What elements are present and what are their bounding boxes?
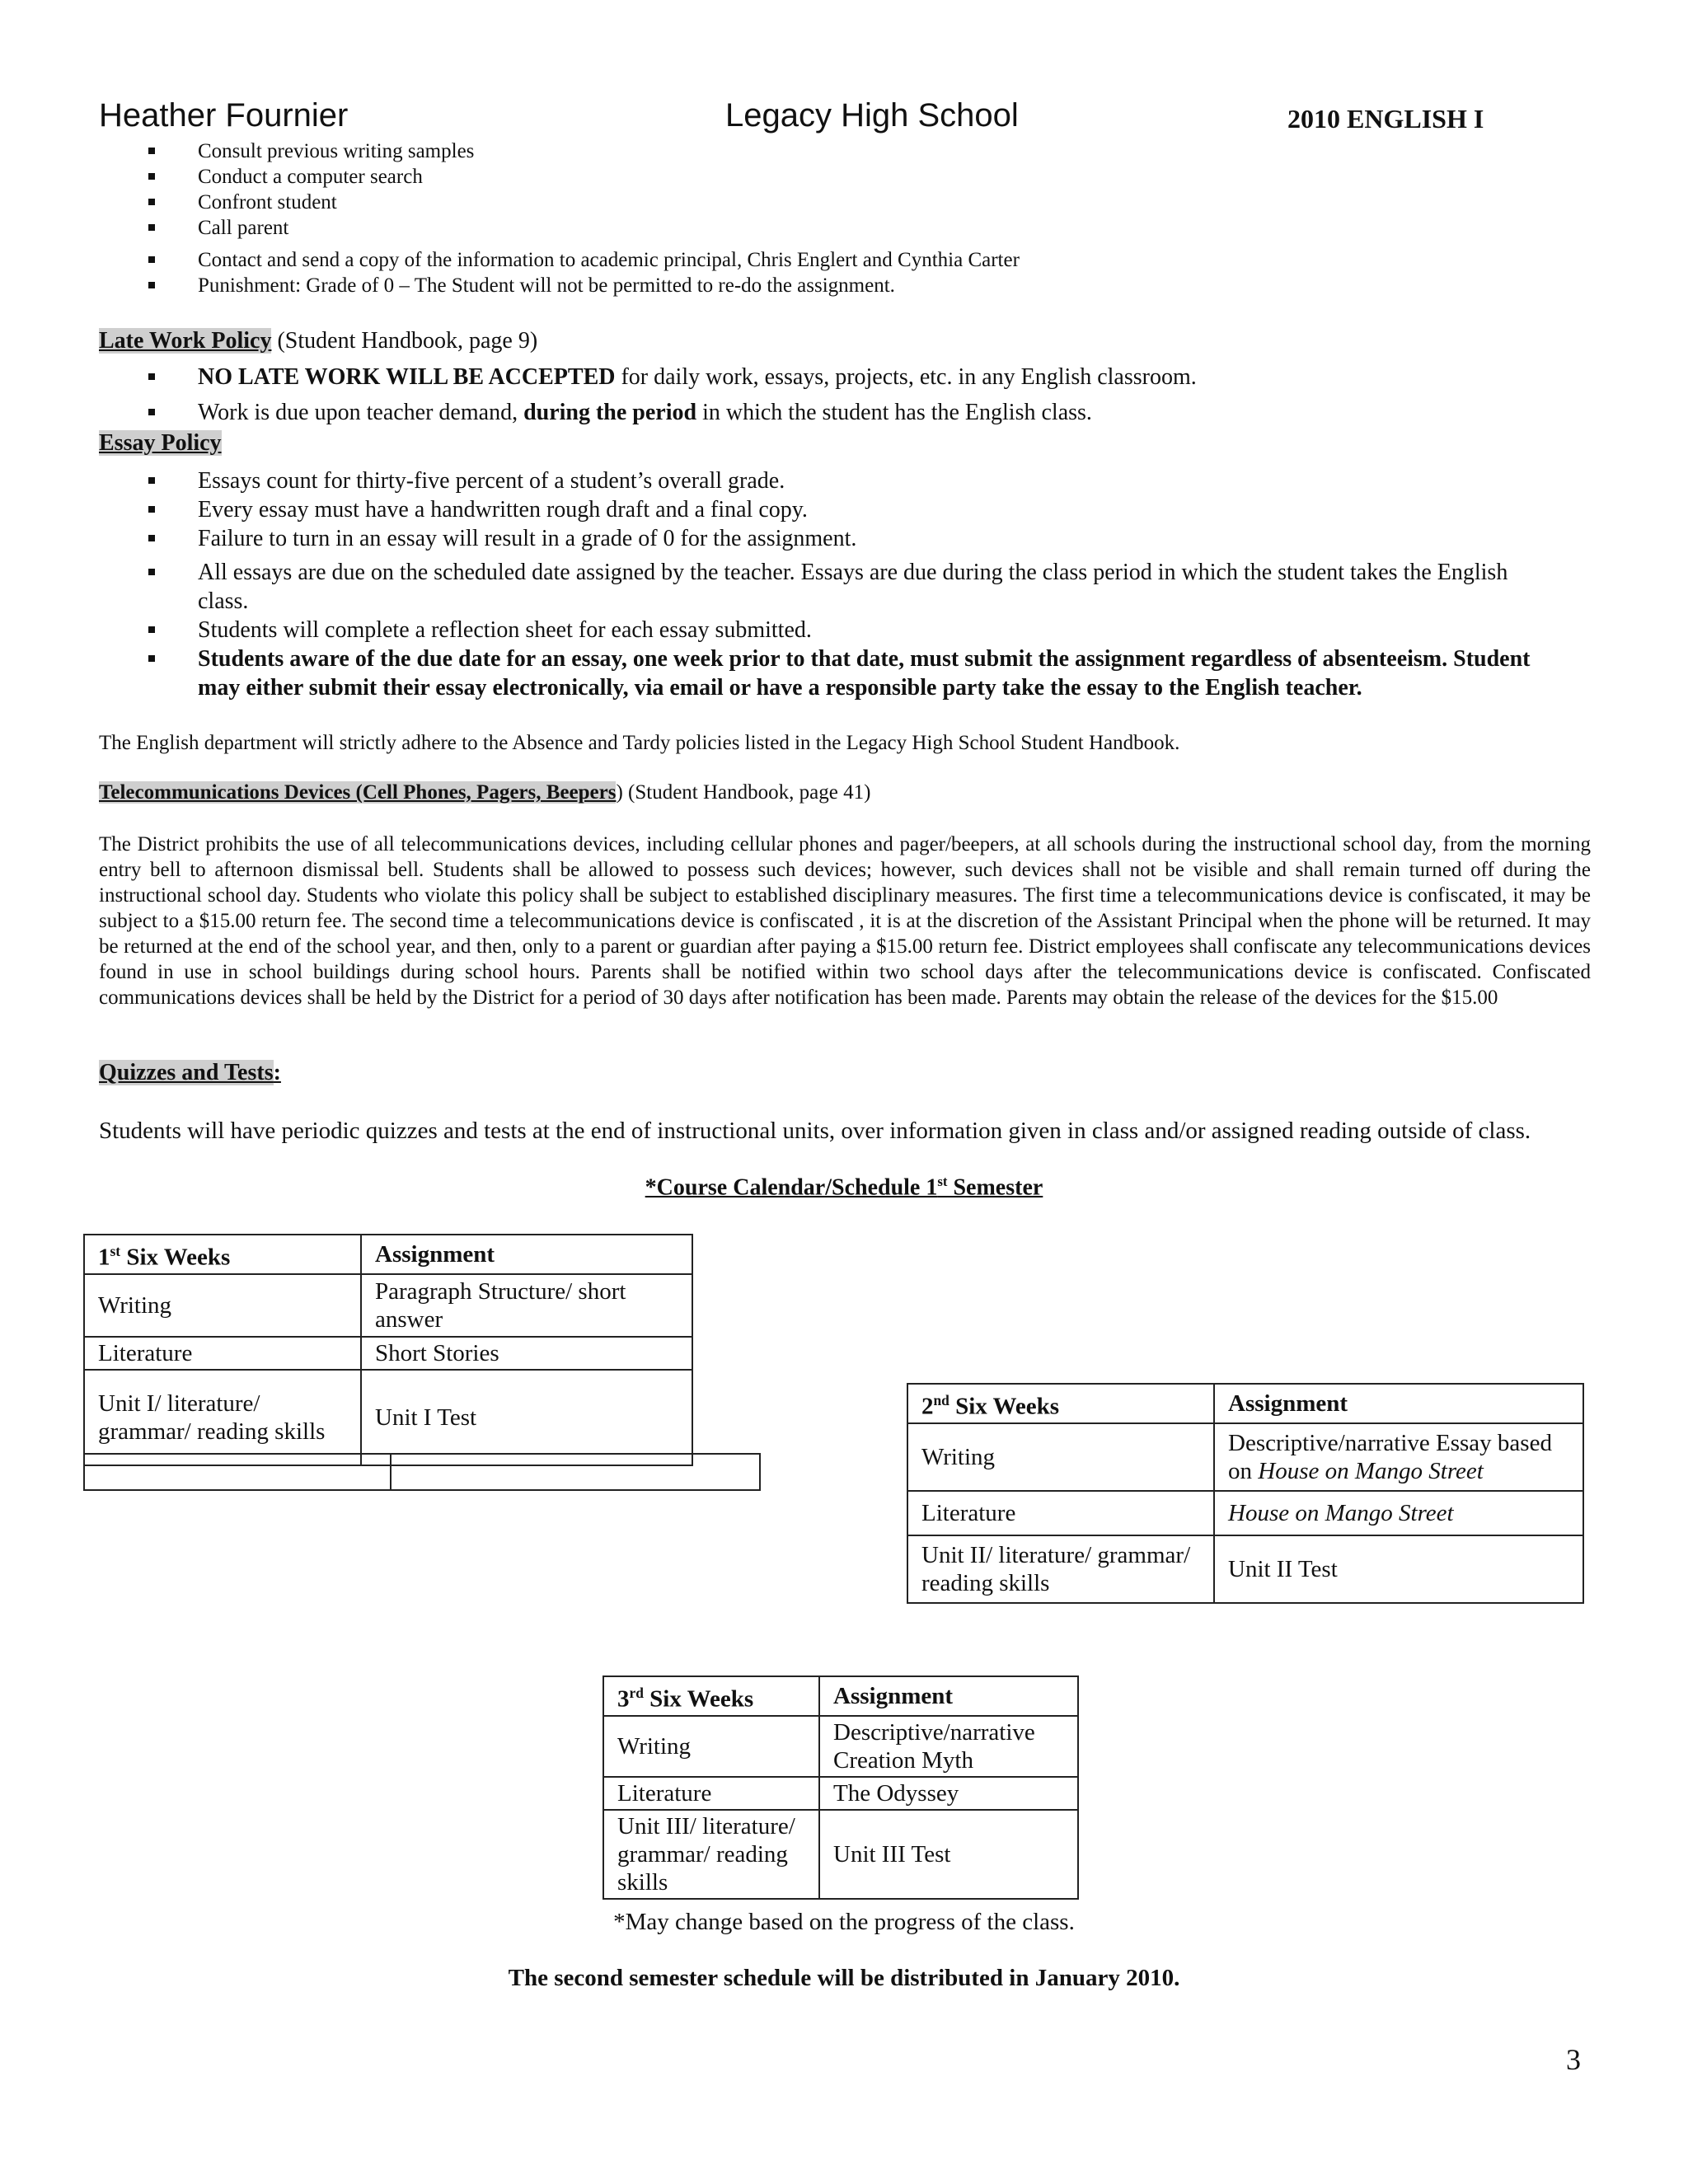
third-six-weeks-table <box>603 1675 1079 1900</box>
table-header-row <box>84 1235 692 1274</box>
table-cell: Unit II Test <box>1214 1535 1583 1603</box>
bullet-icon <box>148 535 155 541</box>
cell-divider <box>390 1455 392 1489</box>
table-cell: Writing <box>603 1716 819 1777</box>
late-work-title: Late Work Policy <box>99 328 272 354</box>
table-cell: Unit III Test <box>819 1810 1078 1899</box>
telecom-body: The District prohibits the use of all telecommunications devices, including cellular phones and pager/beepers, at all schools during the instructional school day, from the morning entry bell to afternoon dismissal bell. Students shall be allowed to possess such devices; however, such devices shall not be visible and shall remain turned off during the instructional school day. Students who violate this policy shall be subject to established disciplinary measures. The first time a telecommunications device is confiscated, it may be subject to a $15.00 return fee. The second time a telecommunications device is confiscated , it is at the discretion of the Assistant Principal when the phone will be returned. It may be returned at the end of the school year, and then, only to a parent or guardian after paying a $15.00 return fee. District employees shall confiscate any telecommunications devices found in use in school buildings during school hours. Parents shall be notified within two school days after the telecommunications device is confiscated. Confiscated communications devices shall be held by the District for a period of 30 days after notification has been made. Parents may obtain the release of the devices for the $15.00 <box>99 833 1591 1009</box>
bullet-icon <box>148 626 155 633</box>
table-cell: Short Stories <box>361 1337 692 1370</box>
first-six-weeks-table <box>83 1234 693 1466</box>
telecom-heading <box>99 781 870 804</box>
quizzes-body: Students will have periodic quizzes and tests at the end of instructional units, over information given in class and/or assigned reading outside of class. <box>99 1118 1531 1144</box>
bullet-icon <box>148 282 155 288</box>
bullet-icon <box>148 173 155 180</box>
table-cell: Unit I Test <box>361 1370 692 1465</box>
bullet-icon <box>148 655 155 662</box>
list-item: Essays count for thirty-five percent of a student’s overall grade. <box>148 466 1550 495</box>
table-row <box>84 1370 692 1465</box>
table-header-row <box>603 1676 1078 1716</box>
table-row <box>84 1337 692 1370</box>
author-name: Heather Fournier <box>99 97 349 134</box>
table-cell: Writing <box>84 1274 361 1337</box>
table-header: 1st Six Weeks <box>84 1235 361 1274</box>
table-cell: Literature <box>907 1491 1214 1535</box>
table-cell: Unit II/ literature/ grammar/ reading skills <box>907 1535 1214 1603</box>
table-cell: Unit I/ literature/ grammar/ reading skills <box>84 1370 361 1465</box>
table-header: 3rd Six Weeks <box>603 1676 819 1716</box>
list-item: Punishment: Grade of 0 – The Student will not be permitted to re-do the assignment. <box>148 273 1020 298</box>
bullet-icon <box>148 148 155 154</box>
bullet-icon <box>148 256 155 263</box>
table-row <box>603 1716 1078 1777</box>
table-row <box>603 1777 1078 1810</box>
list-item: Call parent <box>148 215 1020 241</box>
table-header-row <box>907 1384 1583 1423</box>
essay-heading <box>99 430 222 457</box>
schedule-note: *May change based on the progress of the class. <box>613 1909 1075 1935</box>
absence-note: The English department will strictly adhere to the Absence and Tardy policies listed in the Legacy High School Student Handbook. <box>99 732 1180 754</box>
list-item: Students will complete a reflection sheet for each essay submitted. <box>148 616 1550 644</box>
bullet-icon <box>148 569 155 575</box>
list-item: Work is due upon teacher demand, during the period in which the student has the English class. <box>148 398 1197 427</box>
list-item: Failure to turn in an essay will result in a grade of 0 for the assignment. <box>148 524 1550 553</box>
list-item: Contact and send a copy of the information to academic principal, Chris Englert and Cynthia Carter <box>148 247 1020 273</box>
table-header: 2nd Six Weeks <box>907 1384 1214 1423</box>
plagiarism-steps-list <box>148 138 1020 298</box>
table-cell: The Odyssey <box>819 1777 1078 1810</box>
list-item: Every essay must have a handwritten rough draft and a final copy. <box>148 495 1550 524</box>
table-header: Assignment <box>361 1235 692 1274</box>
second-six-weeks-table <box>907 1383 1584 1604</box>
essay-title: Essay Policy <box>99 430 222 456</box>
list-item: NO LATE WORK WILL BE ACCEPTED for daily work, essays, projects, etc. in any English classroom. <box>148 363 1197 391</box>
page-number: 3 <box>1566 2043 1581 2076</box>
bullet-icon <box>148 506 155 513</box>
table-cell: House on Mango Street <box>1214 1491 1583 1535</box>
calendar-title: *Course Calendar/Schedule 1st Semester <box>645 1174 1043 1201</box>
table-cell: Descriptive/narrative Essay based on House on Mango Street <box>1214 1423 1583 1491</box>
table-row <box>907 1423 1583 1491</box>
table-cell: Unit III/ literature/ grammar/ reading skills <box>603 1810 819 1899</box>
bullet-icon <box>148 224 155 231</box>
table-row <box>907 1491 1583 1535</box>
school-name: Legacy High School <box>725 97 1019 134</box>
list-item: Students aware of the due date for an essay, one week prior to that date, must submit the assignment regardless of absenteeism. Student may either submit their essay electronically, via email or have a responsible party take the essay to the English teacher. <box>148 644 1550 702</box>
list-item: Conduct a computer search <box>148 164 1020 190</box>
list-item: All essays are due on the scheduled date assigned by the teacher. Essays are due during the class period in which the student takes the English class. <box>148 558 1550 616</box>
late-work-heading <box>99 328 537 354</box>
bullet-icon <box>148 199 155 205</box>
late-work-list <box>148 363 1197 427</box>
table-cell: Writing <box>907 1423 1214 1491</box>
table-cell: Paragraph Structure/ short answer <box>361 1274 692 1337</box>
list-item: Confront student <box>148 190 1020 215</box>
telecom-title: Telecommunications Devices (Cell Phones, Pagers, Beepers <box>99 781 617 804</box>
quizzes-heading: Quizzes and Tests: <box>99 1060 281 1085</box>
list-item: Consult previous writing samples <box>148 138 1020 164</box>
quizzes-title: Quizzes and Tests <box>99 1060 274 1085</box>
table-row <box>84 1274 692 1337</box>
bullet-icon <box>148 409 155 415</box>
telecom-ref: ) (Student Handbook, page 41) <box>616 781 871 804</box>
late-work-ref: (Student Handbook, page 9) <box>271 328 538 354</box>
bullet-icon <box>148 373 155 380</box>
table-cell: Literature <box>84 1337 361 1370</box>
table-header: Assignment <box>1214 1384 1583 1423</box>
essay-list <box>148 466 1550 702</box>
table-cell: Descriptive/narrative Creation Myth <box>819 1716 1078 1777</box>
table-header: Assignment <box>819 1676 1078 1716</box>
course-title: 2010 ENGLISH I <box>1287 104 1484 134</box>
table-row <box>907 1535 1583 1603</box>
bullet-icon <box>148 477 155 484</box>
empty-table-row <box>83 1453 761 1491</box>
table-row <box>603 1810 1078 1899</box>
second-semester-note: The second semester schedule will be distributed in January 2010. <box>508 1965 1180 1991</box>
table-cell: Literature <box>603 1777 819 1810</box>
